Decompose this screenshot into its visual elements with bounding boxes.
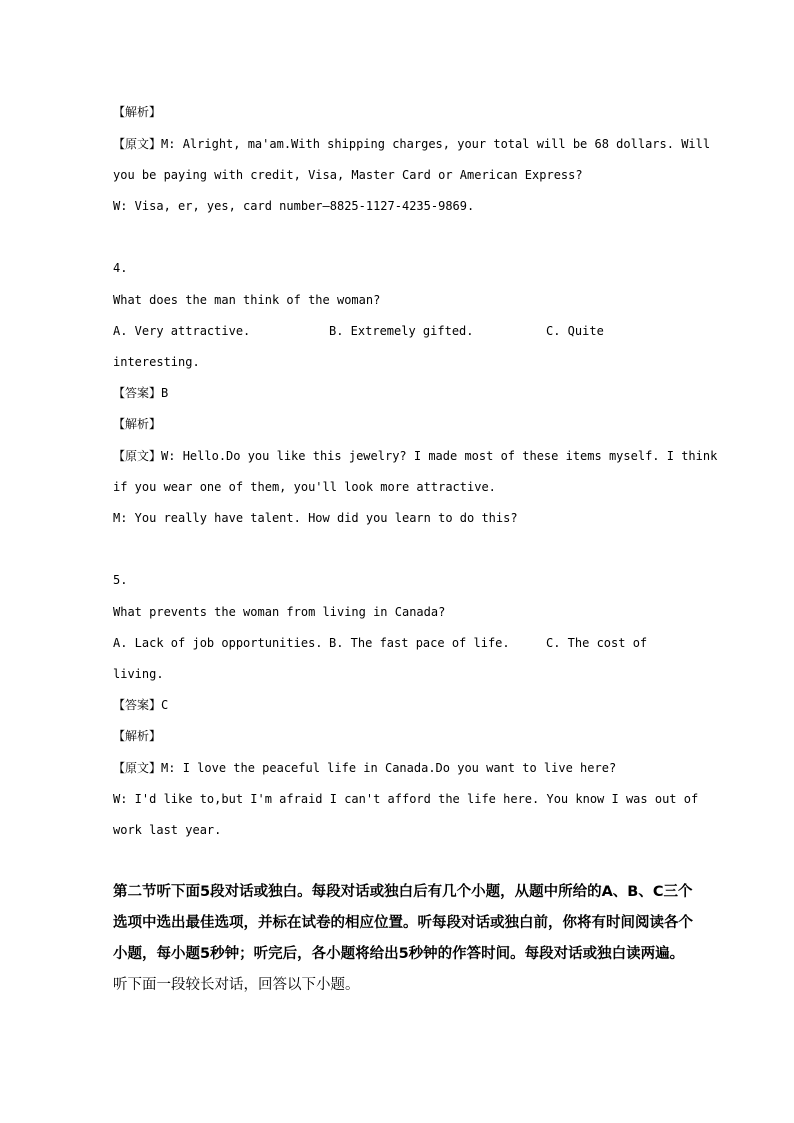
q4-analysis-label: 【解析】 bbox=[113, 417, 162, 431]
q3-transcript-text1: M: Alright, ma'am.With shipping charges, your total will be 68 dollars. Will bbox=[161, 137, 711, 151]
q4-answer: B bbox=[161, 386, 169, 400]
q4-option-c: C. Quite bbox=[546, 324, 604, 338]
q4-option-c-cont: interesting. bbox=[113, 355, 200, 369]
q4-transcript-line1 bbox=[113, 448, 717, 464]
q5-question: What prevents the woman from living in Canada? bbox=[113, 605, 446, 619]
section2-heading-line2: 选项中选出最佳选项，并标在试卷的相应位置。听每段对话或独白前，你将有时间阅读各个 bbox=[113, 915, 693, 931]
q4-question: What does the man think of the woman? bbox=[113, 293, 381, 307]
q5-option-b: B. The fast pace of life. bbox=[329, 636, 510, 650]
q4-transcript-line3: M: You really have talent. How did you learn to do this? bbox=[113, 511, 518, 525]
q4-number: 4. bbox=[113, 261, 128, 275]
q3-transcript-line3: W: Visa, er, yes, card number—8825-1127-4235-9869. bbox=[113, 199, 475, 213]
q4-answer-line bbox=[113, 385, 168, 401]
q5-transcript-line1 bbox=[113, 760, 616, 776]
q4-option-a: A. Very attractive. bbox=[113, 324, 251, 338]
q4-transcript-tag: 【原文】 bbox=[113, 449, 162, 463]
q3-analysis-label: 【解析】 bbox=[113, 105, 162, 119]
section2-heading-line3: 小题，每小题5秒钟；听完后，各小题将给出5秒钟的作答时间。每段对话或独白读两遍。 bbox=[113, 946, 685, 962]
q5-option-c-cont: living. bbox=[113, 667, 164, 681]
q4-transcript-text1: W: Hello.Do you like this jewelry? I made most of these items myself. I think bbox=[161, 449, 718, 463]
q3-transcript-line2: you be paying with credit, Visa, Master Card or American Express? bbox=[113, 168, 583, 182]
q5-answer-tag: 【答案】 bbox=[113, 698, 162, 712]
q5-option-c: C. The cost of bbox=[546, 636, 648, 650]
q5-answer: C bbox=[161, 698, 169, 712]
section2-instruction: 听下面一段较长对话，回答以下小题。 bbox=[113, 977, 360, 993]
q4-transcript-line2: if you wear one of them, you'll look more attractive. bbox=[113, 480, 496, 494]
q5-option-a: A. Lack of job opportunities. bbox=[113, 636, 323, 650]
q5-analysis-label: 【解析】 bbox=[113, 729, 162, 743]
q5-transcript-line3: work last year. bbox=[113, 823, 222, 837]
q5-transcript-tag: 【原文】 bbox=[113, 761, 162, 775]
q5-answer-line bbox=[113, 697, 168, 713]
q5-number: 5. bbox=[113, 573, 128, 587]
q4-option-b: B. Extremely gifted. bbox=[329, 324, 474, 338]
q3-transcript-line1 bbox=[113, 136, 710, 152]
q3-transcript-tag: 【原文】 bbox=[113, 137, 162, 151]
section2-heading-line1: 第二节听下面5段对话或独白。每段对话或独白后有几个小题，从题中所给的A、B、C三个 bbox=[113, 884, 693, 900]
q4-answer-tag: 【答案】 bbox=[113, 386, 162, 400]
q5-transcript-line2: W: I'd like to,but I'm afraid I can't afford the life here. You know I was out of bbox=[113, 792, 699, 806]
q5-transcript-text1: M: I love the peaceful life in Canada.Do you want to live here? bbox=[161, 761, 617, 775]
